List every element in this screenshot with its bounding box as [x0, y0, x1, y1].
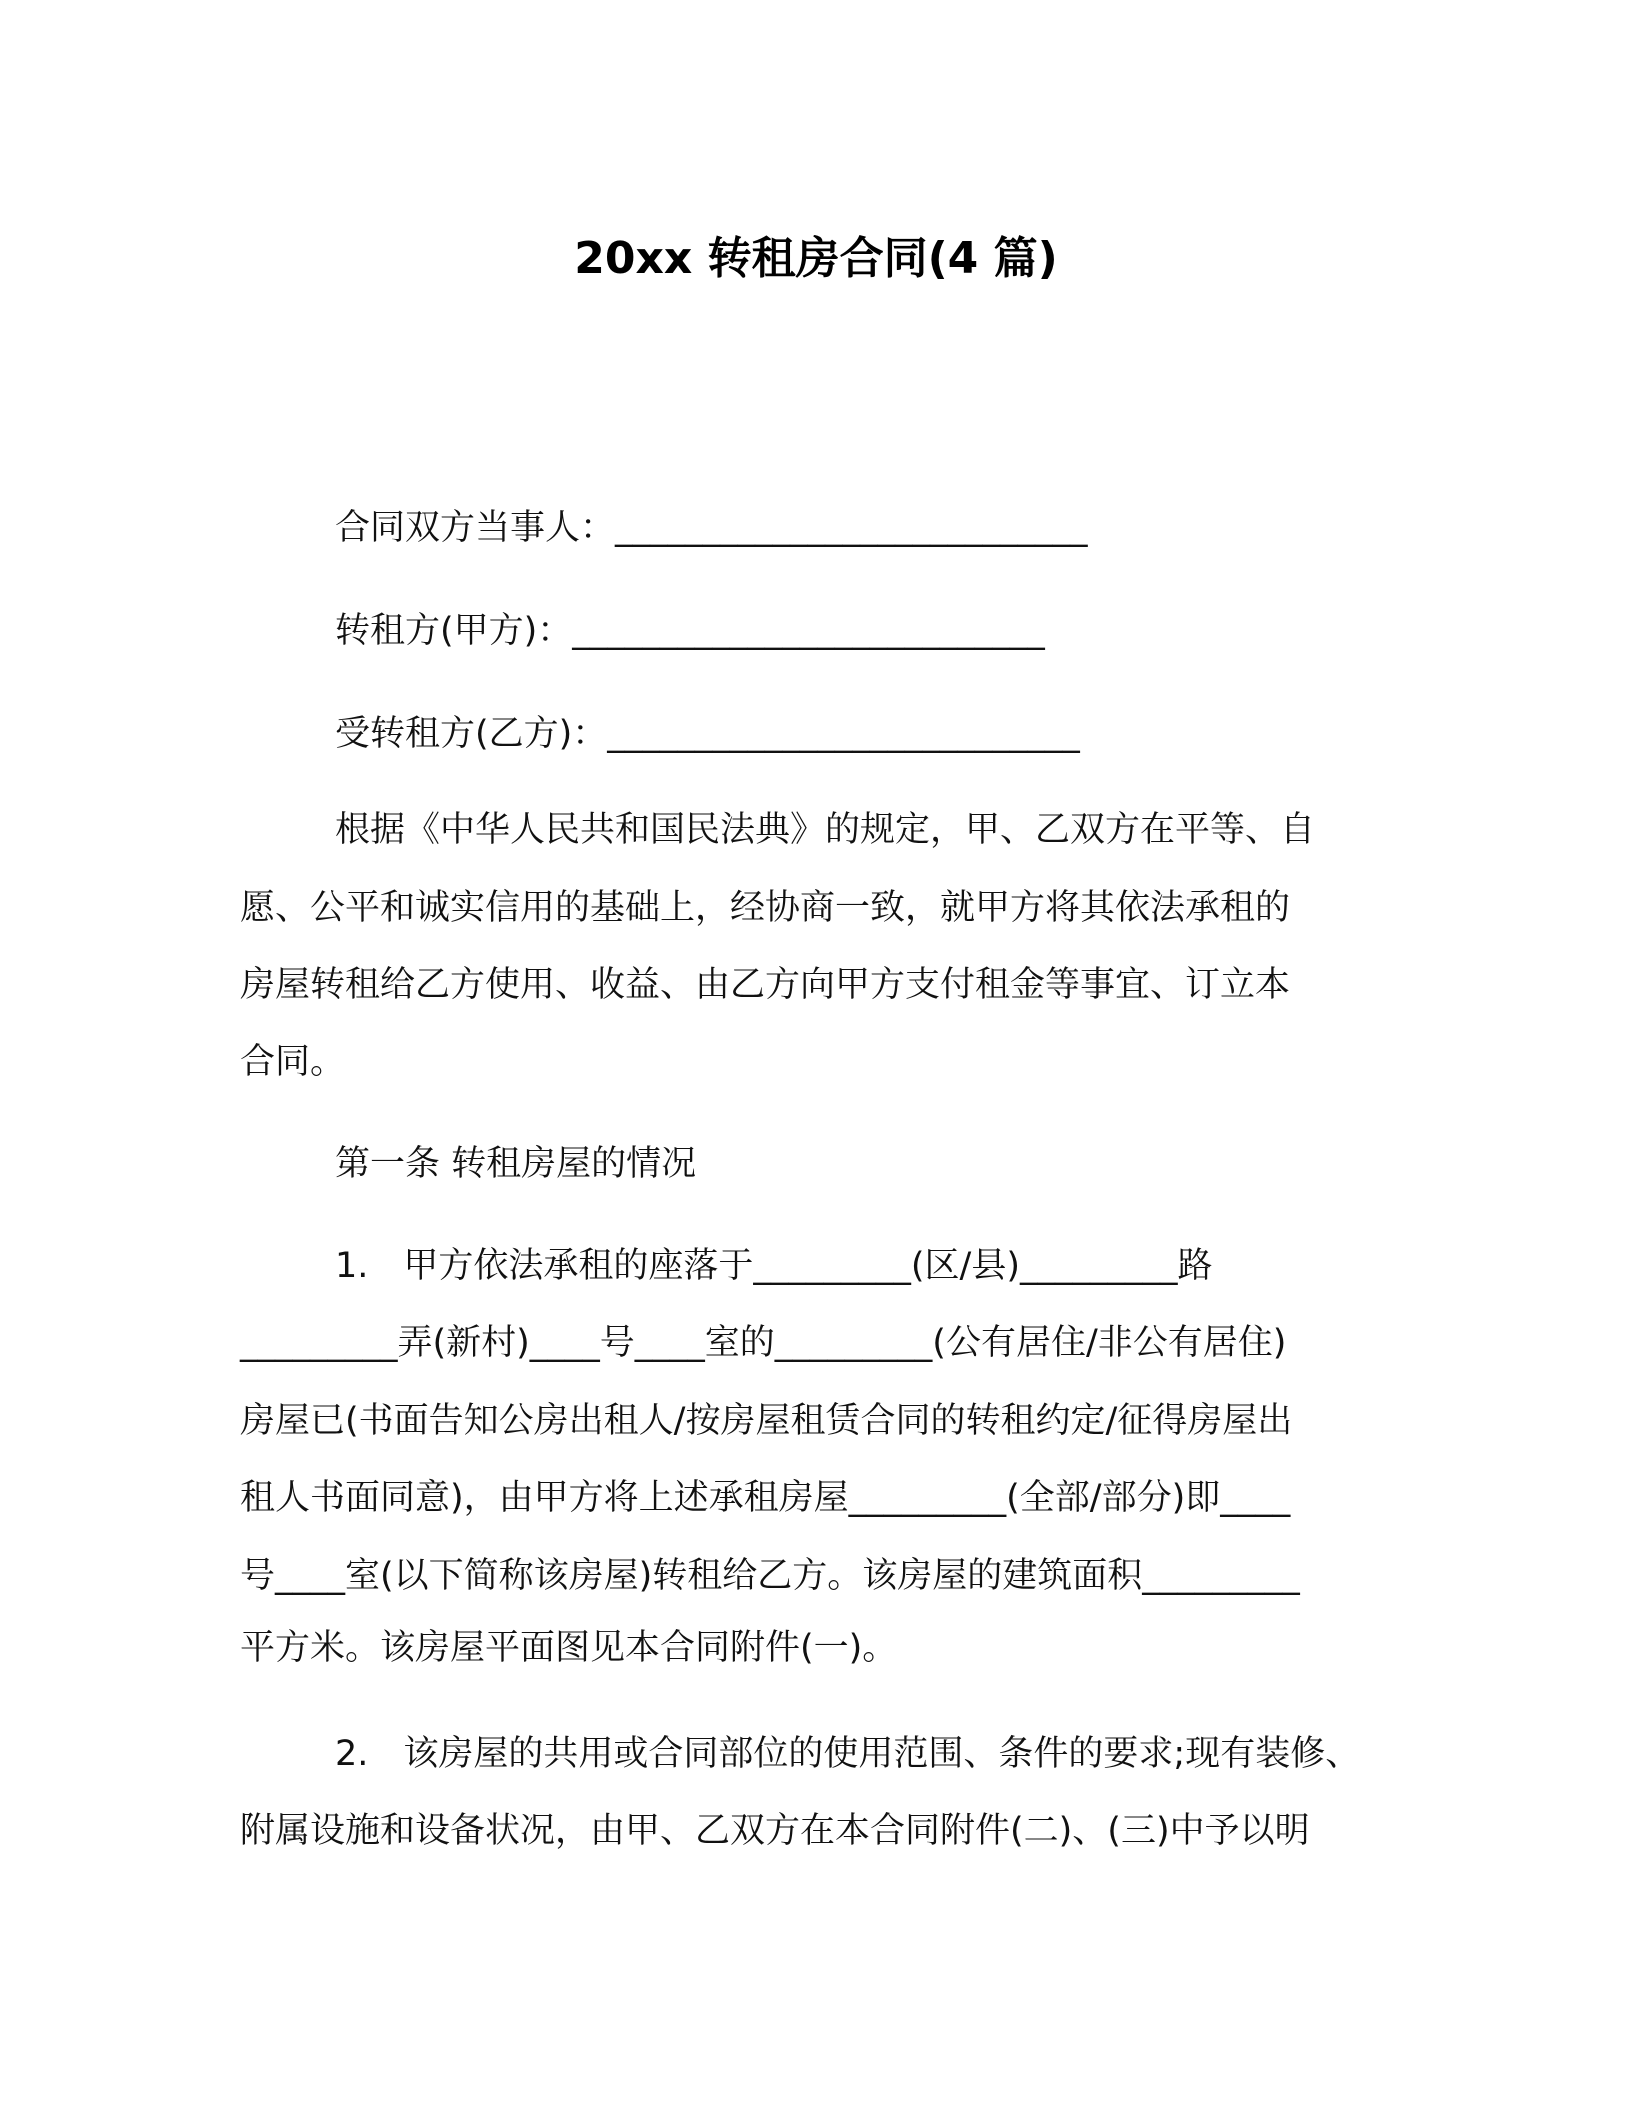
sublessee-line: 受转租方(乙方)：___________________________ [335, 714, 1080, 754]
paragraph-line: 愿、公平和诚实信用的基础上，经协商一致，就甲方将其依法承租的 [240, 888, 1291, 928]
party-line: 合同双方当事人：___________________________ [335, 508, 1088, 548]
article-heading: 第一条 转租房屋的情况 [335, 1144, 697, 1184]
paragraph-line: 附属设施和设备状况，由甲、乙双方在本合同附件(二)、(三)中予以明 [240, 1811, 1310, 1851]
paragraph-line: 1. 甲方依法承租的座落于_________(区/县)_________路 [335, 1246, 1213, 1286]
paragraph-line: 合同。 [240, 1042, 346, 1082]
sublessor-line: 转租方(甲方)：___________________________ [335, 611, 1045, 651]
paragraph-line: _________弄(新村)____号____室的_________(公有居住/非公有居住) [240, 1323, 1287, 1363]
paragraph-line: 2. 该房屋的共用或合同部位的使用范围、条件的要求;现有装修、 [335, 1734, 1361, 1774]
document-title: 20xx 转租房合同(4 篇) [574, 233, 1058, 284]
paragraph-line: 房屋转租给乙方使用、收益、由乙方向甲方支付租金等事宜、订立本 [240, 965, 1291, 1005]
paragraph-line: 号____室(以下简称该房屋)转租给乙方。该房屋的建筑面积_________ [240, 1556, 1300, 1596]
paragraph-line: 房屋已(书面告知公房出租人/按房屋租赁合同的转租约定/征得房屋出 [240, 1401, 1293, 1441]
paragraph-line: 平方米。该房屋平面图见本合同附件(一)。 [240, 1628, 898, 1668]
paragraph-line: 租人书面同意)，由甲方将上述承租房屋_________(全部/部分)即____ [240, 1478, 1291, 1518]
paragraph-line: 根据《中华人民共和国民法典》的规定，甲、乙双方在平等、自 [335, 810, 1316, 850]
